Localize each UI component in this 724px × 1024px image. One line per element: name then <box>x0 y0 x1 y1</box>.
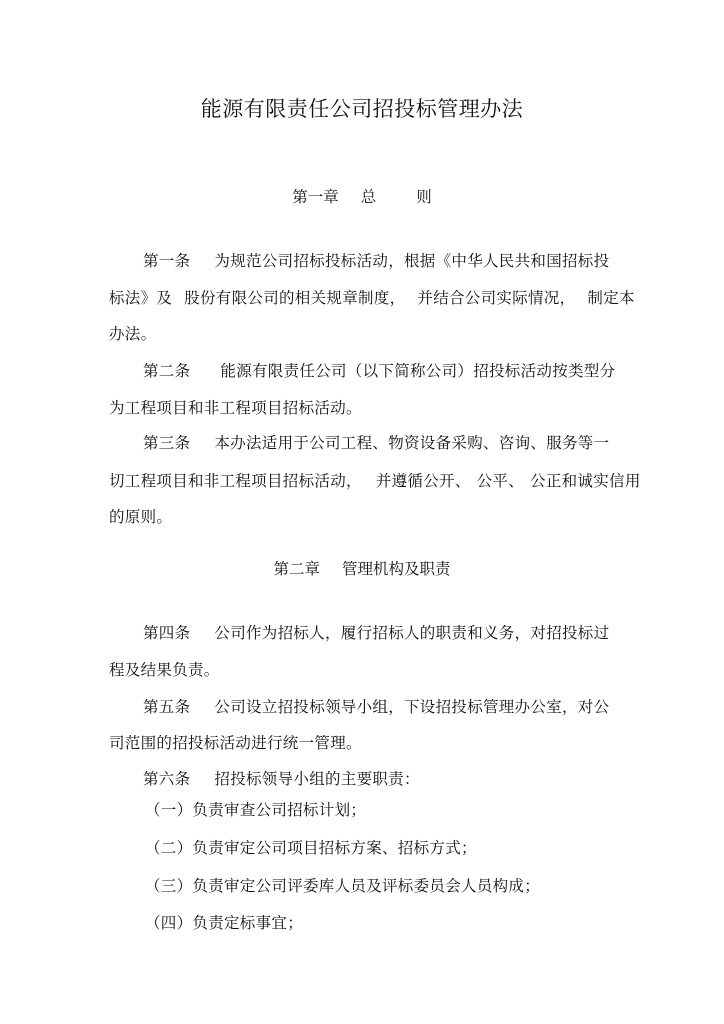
article-3-line-2 <box>109 471 641 491</box>
chapter-1-heading <box>0 187 724 207</box>
chapter-2-heading <box>0 559 724 579</box>
article-3-text-1: 本办法适用于公司工程、物资设备采购、咨询、服务等一 <box>214 434 610 452</box>
article-1-label: 第一条 <box>143 252 191 270</box>
article-4-line-2: 程及结果负责。 <box>109 661 220 679</box>
article-6-line-1 <box>143 769 420 789</box>
article-5-line-1 <box>143 697 609 717</box>
article-3-line-3: 的原则。 <box>109 508 173 526</box>
article-3-text-2d: 公正和诚实信用 <box>530 472 641 490</box>
article-4-text-1: 公司作为招标人，履行招标人的职责和义务，对招投标过 <box>214 624 610 642</box>
article-1-text-2a: 标法》及 <box>109 289 173 307</box>
chapter-2-name: 管理机构及职责 <box>342 560 451 578</box>
article-3-label: 第三条 <box>143 434 191 452</box>
chapter-1-name-part1: 总 <box>360 188 377 206</box>
article-1-text-1: 为规范公司招标投标活动，根据《中华人民共和国招标投 <box>214 252 610 270</box>
chapter-2-number: 第二章 <box>273 560 320 578</box>
article-1-line-3: 办法。 <box>109 325 157 343</box>
article-5-label: 第五条 <box>143 698 191 716</box>
article-4-line-1 <box>143 623 609 643</box>
article-6-label: 第六条 <box>143 770 191 788</box>
article-1-line-2 <box>109 288 635 308</box>
article-6-text-1: 招投标领导小组的主要职责： <box>214 770 420 788</box>
article-6-item-3: （三）负责审定公司评委库人员及评标委员会人员构成； <box>145 877 541 895</box>
article-1-line-1 <box>143 251 609 271</box>
article-1-text-2c: 并结合公司实际情况， <box>417 289 576 307</box>
article-2-line-1 <box>143 361 615 381</box>
document-title: 能源有限责任公司招投标管理办法 <box>200 97 524 121</box>
article-6-item-2: （二）负责审定公司项目招标方案、招标方式； <box>145 839 477 857</box>
article-3-line-1 <box>143 433 609 453</box>
article-5-text-1: 公司设立招投标领导小组，下设招投标管理办公室，对公 <box>214 698 610 716</box>
article-3-text-2c: 公平、 <box>476 472 525 490</box>
article-2-line-2: 为工程项目和非工程项目招标活动。 <box>109 399 362 417</box>
article-2-text-1: 能源有限责任公司（以下简称公司）招投标活动按类型分 <box>220 362 616 380</box>
article-5-line-2: 司范围的招投标活动进行统一管理。 <box>109 734 362 752</box>
article-6-item-1: （一）负责审查公司招标计划； <box>145 801 367 819</box>
chapter-1-name-part2: 则 <box>416 188 432 206</box>
chapter-1-number: 第一章 <box>292 188 339 206</box>
article-4-label: 第四条 <box>143 624 191 642</box>
article-6-item-4: （四）负责定标事宜； <box>145 914 304 932</box>
article-3-text-2b: 并遵循公开、 <box>375 472 471 490</box>
article-3-text-2a: 切工程项目和非工程项目招标活动， <box>109 472 362 490</box>
article-2-label: 第二条 <box>143 362 191 380</box>
article-1-text-2b: 股份有限公司的相关规章制度， <box>184 289 406 307</box>
article-1-text-2d: 制定本 <box>587 289 635 307</box>
